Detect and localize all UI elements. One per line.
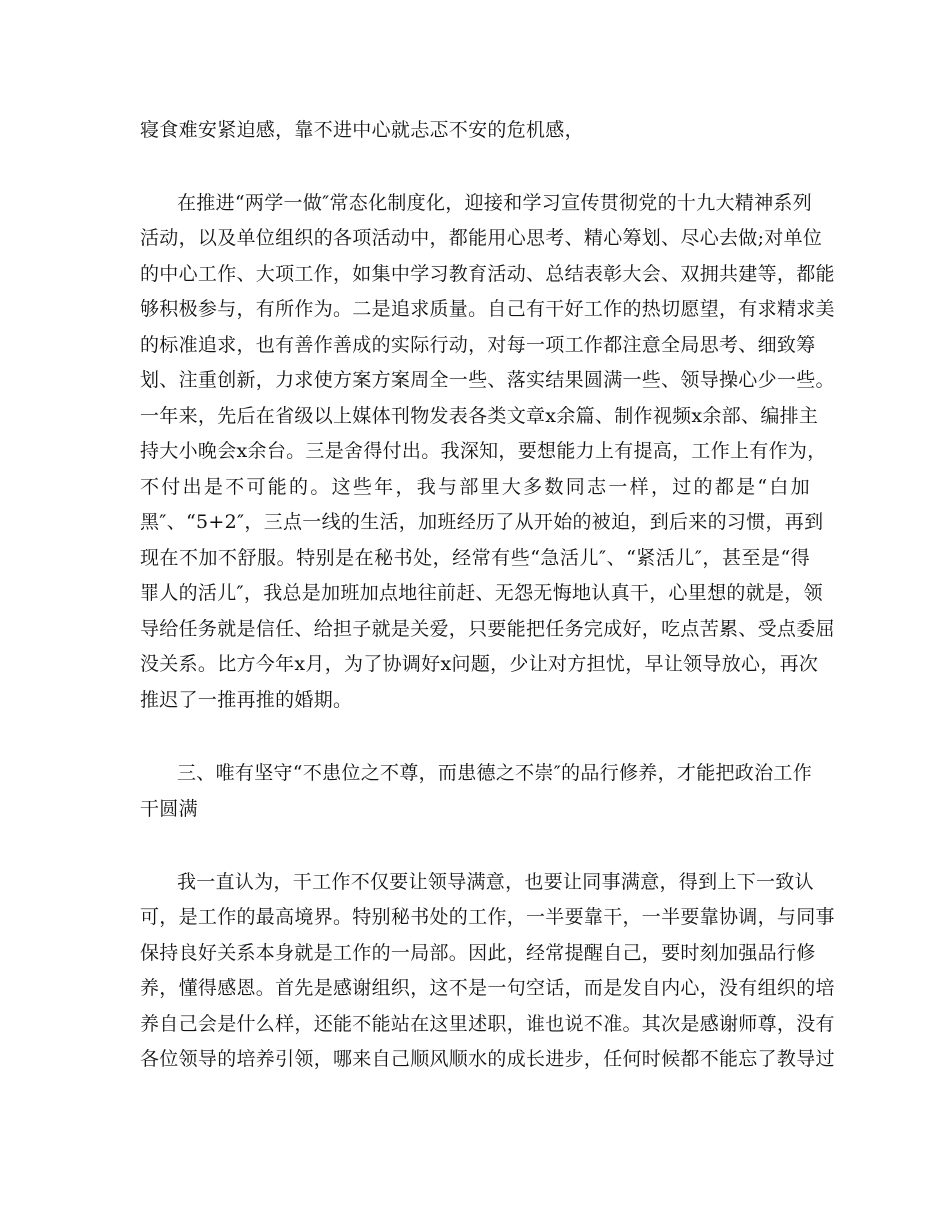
paragraph-line: 导给任务就是信任、给担子就是关爱，只要能把任务完成好，吃点苦累、受点委屈 bbox=[140, 618, 835, 640]
paragraph-line: 没关系。比方今年x月，为了协调好x问题，少让对方担忧，早让领导放心，再次 bbox=[140, 653, 819, 675]
paragraph-line: 持大小晚会x余台。三是舍得付出。我深知，要想能力上有提高，工作上有作为， bbox=[140, 440, 827, 462]
paragraph-line: 活动，以及单位组织的各项活动中，都能用心思考、精心筹划、尽心去做;对单位 bbox=[140, 227, 823, 249]
paragraph-line: 不付出是不可能的。这些年，我与部里大多数同志一样，过的都是“白加 bbox=[140, 476, 810, 498]
paragraph-line: 划、注重创新，力求使方案方案周全一些、落实结果圆满一些、领导操心少一些。 bbox=[140, 369, 835, 391]
paragraph-line: 寝食难安紧迫感，靠不进中心就忐忑不安的危机感， bbox=[140, 119, 584, 141]
paragraph-line: 养自己会是什么样，还能不能站在这里述职，谁也说不准。其次是感谢师尊，没有 bbox=[140, 1013, 835, 1035]
paragraph-line: 可，是工作的最高境界。特别秘书处的工作，一半要靠干，一半要靠协调，与同事 bbox=[140, 906, 835, 928]
section-heading: 三、唯有坚守“不患位之不尊，而患德之不崇″的品行修养，才能把政治工作 bbox=[177, 762, 813, 784]
paragraph-line: 的标准追求，也有善作善成的实际行动，对每一项工作都注意全局思考、细致筹 bbox=[140, 334, 816, 356]
paragraph-line: 罪人的活儿″，我总是加班加点地往前赶、无怨无悔地认真干，心里想的就是，领 bbox=[140, 582, 823, 604]
paragraph-line: 现在不加不舒服。特别是在秘书处，经常有些“急活儿″、“紧活儿″，甚至是“得 bbox=[140, 547, 810, 569]
paragraph-line: 保持良好关系本身就是工作的一局部。因此，经常提醒自己，要时刻加强品行修 bbox=[140, 942, 816, 964]
paragraph-line: 的中心工作、大项工作，如集中学习教育活动、总结表彰大会、双拥共建等，都能 bbox=[140, 263, 835, 285]
paragraph-line: 推迟了一推再推的婚期。 bbox=[140, 689, 353, 711]
paragraph-line: 各位领导的培养引领，哪来自己顺风顺水的成长进步，任何时候都不能忘了教导过 bbox=[140, 1048, 835, 1070]
paragraph-line: 养，懂得感恩。首先是感谢组织，这不是一句空话，而是发自内心，没有组织的培 bbox=[140, 977, 835, 999]
paragraph-line: 我一直认为，干工作不仅要让领导满意，也要让同事满意，得到上下一致认 bbox=[177, 871, 814, 893]
paragraph-line: 黑″、“5+2″，三点一线的生活，加班经历了从开始的被迫，到后来的习惯，再到 bbox=[140, 511, 824, 533]
paragraph-line: 在推进“两学一做″常态化制度化，迎接和学习宣传贯彻党的十九大精神系列 bbox=[177, 192, 813, 214]
section-heading: 干圆满 bbox=[140, 798, 198, 820]
paragraph-line: 一年来，先后在省级以上媒体刊物发表各类文章x余篇、制作视频x余部、编排主 bbox=[140, 405, 819, 427]
paragraph-line: 够积极参与，有所作为。二是追求质量。自己有干好工作的热切愿望，有求精求美 bbox=[140, 298, 835, 320]
